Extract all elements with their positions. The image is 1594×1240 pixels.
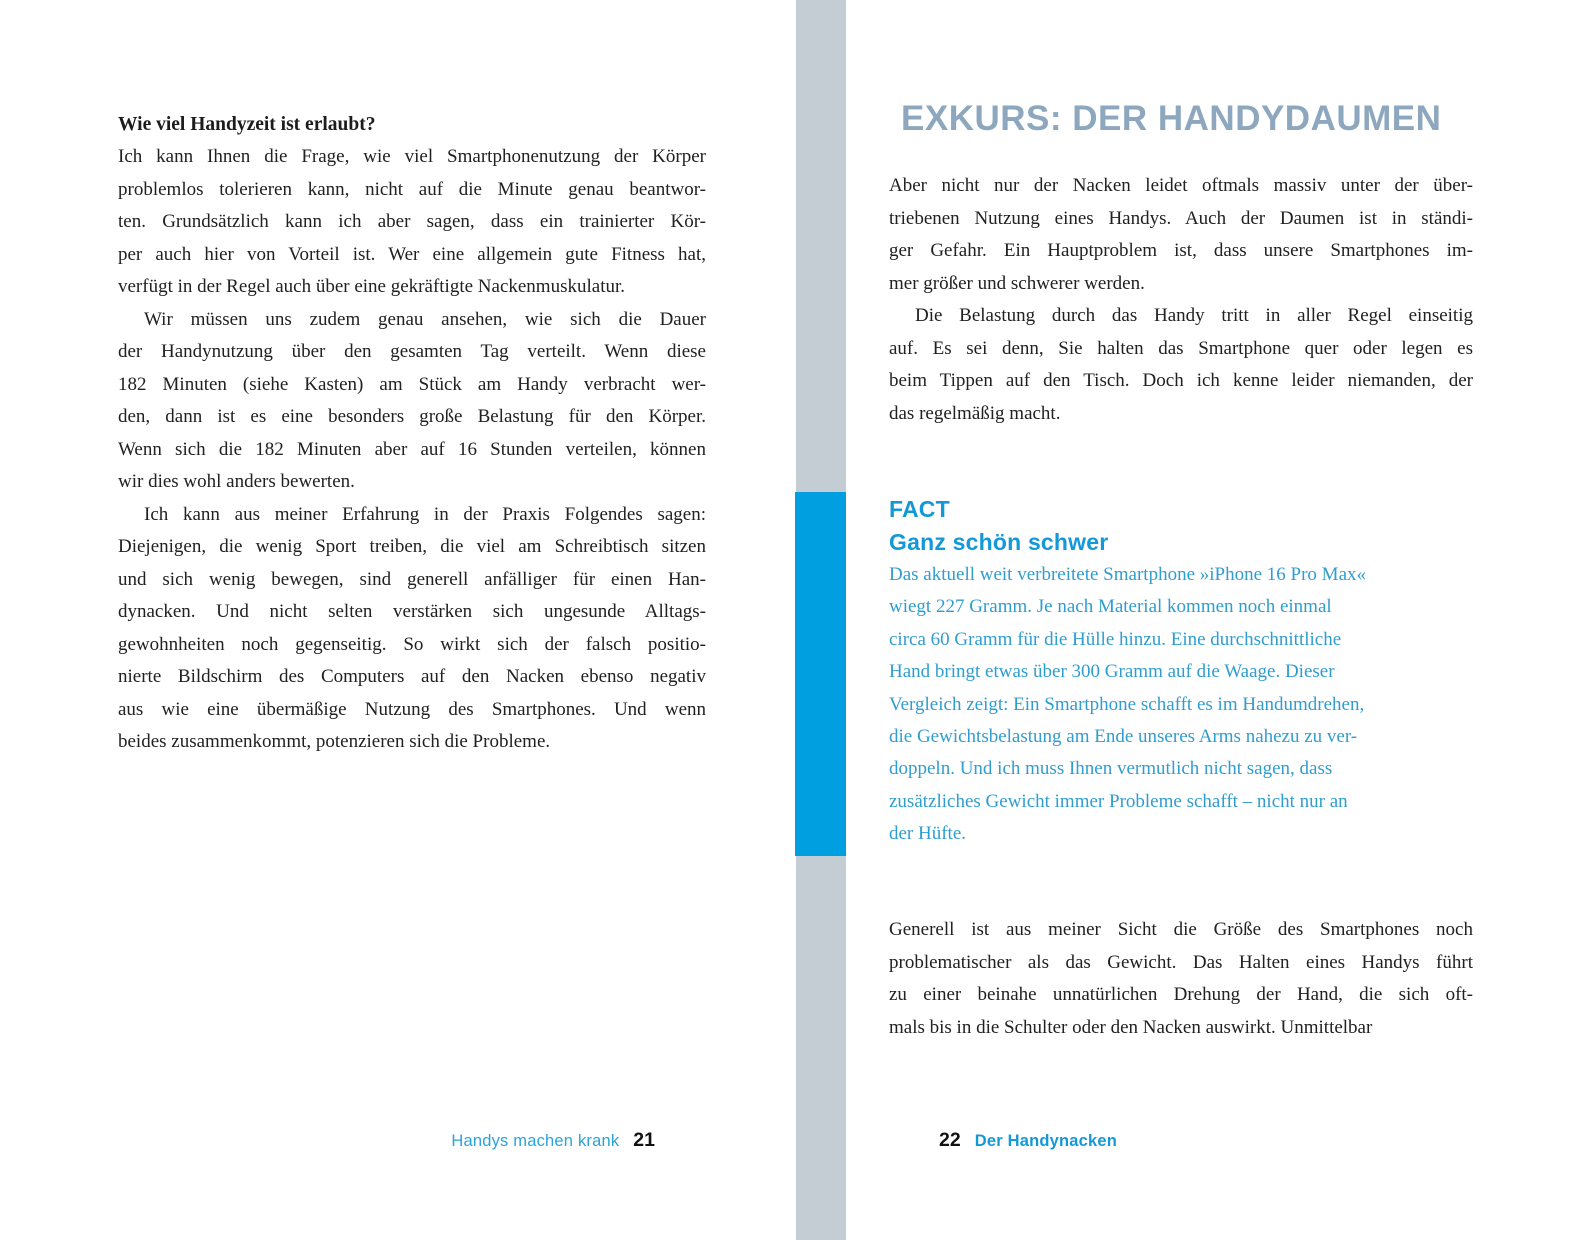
right-running-title: Der Handynacken — [974, 1132, 1118, 1150]
text-line: aus wie eine übermäßige Nutzung des Smartphones. Und wenn — [118, 698, 706, 720]
text-line: Wir müssen uns zudem genau ansehen, wie sich die Dauer — [144, 308, 706, 330]
left-running-title: Handys machen krank — [451, 1132, 620, 1150]
text-line: beides zusammenkommt, potenzieren sich die Probleme. — [118, 731, 551, 752]
fact-highlight-bar — [795, 492, 846, 856]
fact-box — [889, 493, 1473, 851]
fact-text-line: der Hüfte. — [889, 823, 967, 845]
text-line: Aber nicht nur der Nacken leidet oftmals massiv unter der über- — [889, 175, 1473, 196]
text-line: Generell ist aus meiner Sicht die Größe des Smartphones noch — [889, 919, 1473, 940]
text-line: den, dann ist es eine besonders große Belastung für den Körper. — [118, 406, 706, 427]
text-line: zu einer beinahe unnatürlichen Drehung der Hand, die sich oft- — [889, 984, 1473, 1005]
left-page-heading: Wie viel Handyzeit ist erlaubt? — [118, 114, 376, 135]
fact-subtitle: Ganz schön schwer — [889, 529, 1109, 555]
fact-text-line: doppeln. Und ich muss Ihnen vermutlich nicht sagen, dass — [889, 758, 1333, 780]
text-line: problemlos tolerieren kann, nicht auf die Minute genau beantwor- — [118, 178, 706, 200]
text-line: problematischer als das Gewicht. Das Halten eines Handys führt — [889, 951, 1473, 973]
fact-text-line: zusätzliches Gewicht immer Probleme schafft – nicht nur an — [889, 790, 1348, 812]
text-line: dynacken. Und nicht selten verstärken sich ungesunde Alltags- — [118, 601, 706, 622]
text-line: auf. Es sei denn, Sie halten das Smartphone quer oder legen es — [889, 337, 1473, 359]
text-line: ten. Grundsätzlich kann ich aber sagen, dass ein trainierter Kör- — [118, 211, 706, 232]
text-line: Die Belastung durch das Handy tritt in aller Regel einseitig — [915, 305, 1473, 326]
text-line: nierte Bildschirm des Computers auf den Nacken ebenso negativ — [118, 666, 706, 687]
right-page-footer — [939, 1129, 1117, 1152]
text-line: verfügt in der Regel auch über eine gekräftigte Nackenmuskulatur. — [118, 276, 625, 297]
fact-text-line: die Gewichtsbelastung am Ende unseres Arms nahezu zu ver- — [889, 726, 1358, 748]
fact-text-line: Vergleich zeigt: Ein Smartphone schafft es im Handumdrehen, — [889, 693, 1365, 715]
fact-text-line: Das aktuell weit verbreitete Smartphone »iPhone 16 Pro Max« — [889, 564, 1367, 585]
text-line: mer größer und schwerer werden. — [889, 272, 1145, 294]
text-line: und sich wenig bewegen, sind generell anfälliger für einen Han- — [118, 568, 706, 590]
left-page — [118, 108, 706, 759]
fact-text-line: wiegt 227 Gramm. Je nach Material kommen noch einmal — [889, 596, 1332, 618]
text-line: triebenen Nutzung eines Handys. Auch der Daumen ist in ständi- — [889, 207, 1473, 229]
fact-text-line: Hand bringt etwas über 300 Gramm auf die Waage. Dieser — [889, 661, 1335, 683]
left-page-footer — [118, 1129, 655, 1152]
text-line: Wenn sich die 182 Minuten aber auf 16 Stunden verteilen, können — [118, 438, 706, 460]
fact-text-line: circa 60 Gramm für die Hülle hinzu. Eine durchschnittliche — [889, 628, 1342, 650]
text-line: Diejenigen, die wenig Sport treiben, die viel am Schreibtisch sitzen — [118, 536, 706, 557]
right-page-body-top — [889, 170, 1473, 430]
text-line: mals bis in die Schulter oder den Nacken auswirkt. Unmittelbar — [889, 1016, 1373, 1038]
text-line: wir dies wohl anders bewerten. — [118, 471, 355, 492]
text-line: der Handynutzung über den gesamten Tag verteilt. Wenn diese — [118, 341, 706, 362]
exkurs-title: EXKURS: DER HANDYDAUMEN — [901, 99, 1442, 138]
fact-kicker: FACT — [889, 496, 950, 522]
text-line: 182 Minuten (siehe Kasten) am Stück am Handy verbracht wer- — [118, 373, 706, 395]
text-line: per auch hier von Vorteil ist. Wer eine allgemein gute Fitness hat, — [118, 243, 706, 265]
right-page-body-bottom — [889, 914, 1473, 1044]
left-page-body — [118, 141, 706, 759]
text-line: gewohnheiten noch gegenseitig. So wirkt sich der falsch positio- — [118, 633, 706, 655]
left-page-number: 21 — [633, 1129, 655, 1151]
text-line: das regelmäßig macht. — [889, 402, 1061, 424]
text-line: beim Tippen auf den Tisch. Doch ich kenne leider niemanden, der — [889, 370, 1473, 391]
text-line: ger Gefahr. Ein Hauptproblem ist, dass unsere Smartphones im- — [889, 240, 1473, 261]
text-line: Ich kann Ihnen die Frage, wie viel Smartphonenutzung der Körper — [118, 146, 706, 167]
text-line: Ich kann aus meiner Erfahrung in der Praxis Folgendes sagen: — [144, 503, 706, 525]
right-page-number: 22 — [939, 1129, 961, 1151]
fact-text — [889, 559, 1473, 851]
